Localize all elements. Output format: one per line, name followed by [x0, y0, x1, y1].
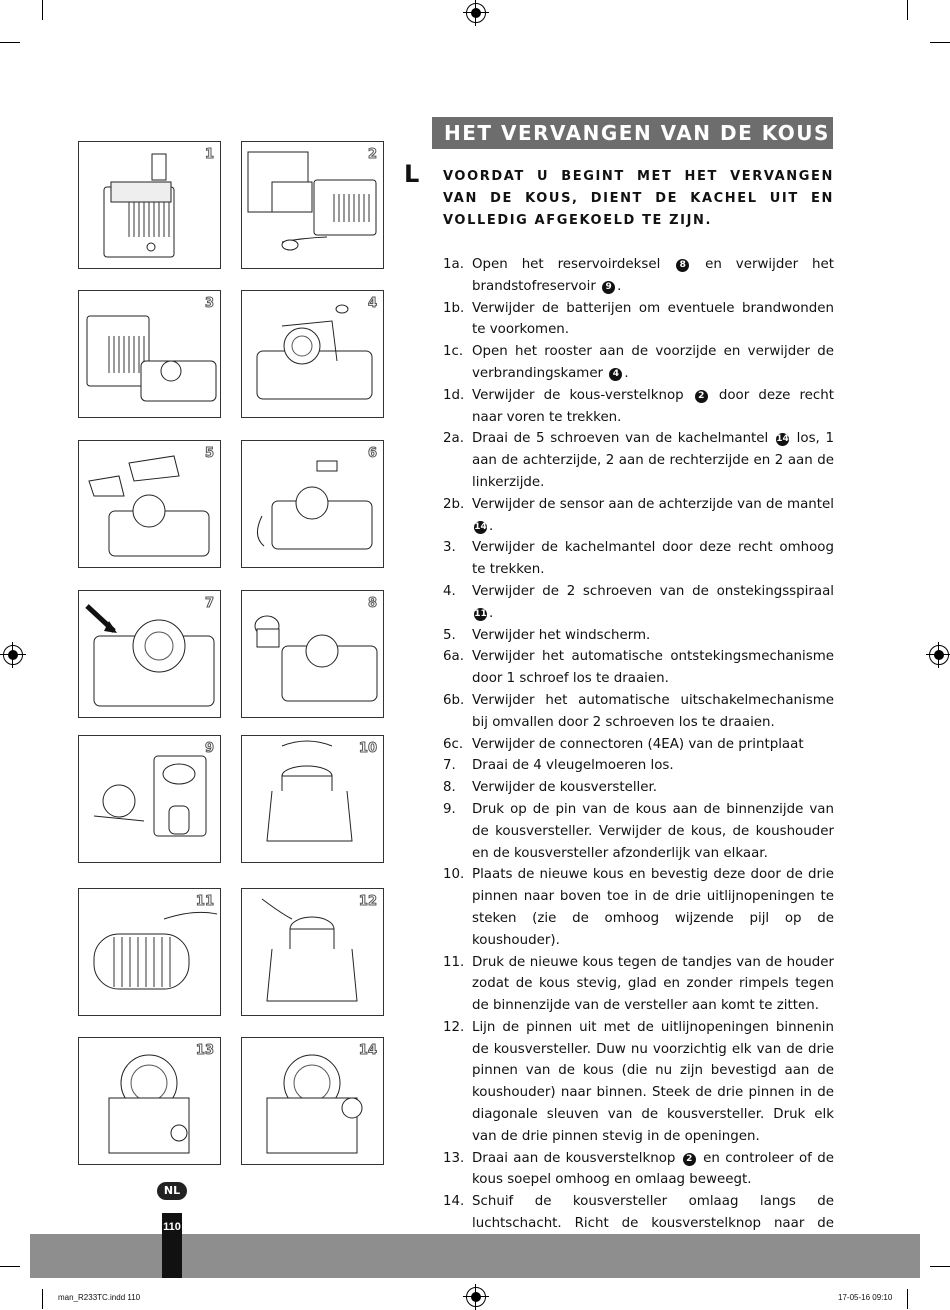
figure-number: 1 [204, 147, 214, 162]
step-number: 2b. [443, 496, 465, 512]
part-number-badge: 14 [776, 434, 789, 445]
step-text: Verwijder de kousversteller. [472, 780, 658, 796]
crop-mark [907, 1289, 908, 1309]
illustration-figure [241, 735, 384, 863]
step-number: 1c. [443, 344, 464, 360]
figure-number: 2 [367, 147, 377, 162]
slug-file: man_R233TC.indd 110 [58, 1293, 141, 1302]
figure-number: 6 [367, 446, 377, 461]
step-item [443, 646, 834, 690]
step-text: Verwijder de kous-verstelknop 2 door deze recht naar voren te trekken. [472, 387, 835, 425]
step-number: 2a. [443, 431, 464, 447]
step-item [443, 625, 834, 647]
figure-number: 5 [204, 446, 214, 461]
steps-list [443, 254, 834, 1257]
crop-mark [907, 0, 908, 20]
part-number-badge: 4 [609, 368, 622, 381]
step-text: Draai aan de kousverstelknop 2 en controleer of de kous soepel omhoog en omlaag beweegt. [472, 1150, 834, 1188]
step-number: 1d. [443, 387, 465, 403]
step-item [443, 777, 834, 799]
step-number: 6b. [443, 692, 465, 708]
page-number-tab [162, 1213, 182, 1278]
registration-mark-icon [466, 3, 486, 23]
step-text: Open het reservoirdeksel 8 en verwijder het brandstofreservoir 9 . [472, 257, 834, 294]
step-number: 6a. [443, 649, 464, 665]
illustration-figure [241, 888, 384, 1016]
step-text: Verwijder de connectoren (4EA) van de printplaat [472, 736, 804, 752]
illustration-figure [78, 590, 221, 718]
line-drawing [242, 291, 383, 417]
part-number-badge: 14 [474, 521, 487, 532]
line-drawing [242, 441, 383, 567]
part-number-badge: 8 [676, 259, 689, 272]
step-item [443, 341, 834, 385]
crop-mark [42, 1289, 43, 1309]
step-number: 12. [443, 1019, 465, 1035]
illustration-figure [78, 440, 221, 568]
line-drawing [79, 736, 220, 862]
slug-date: 17-05-16 09:10 [838, 1293, 893, 1302]
figure-number: 14 [358, 1043, 377, 1058]
figure-number: 9 [204, 741, 214, 756]
step-text: Verwijder de batterijen om eventuele brandwonden te voorkomen. [472, 300, 834, 338]
line-drawing [242, 142, 383, 268]
step-number: 14. [443, 1194, 465, 1210]
step-number: 1b. [443, 300, 465, 316]
figure-number: 4 [367, 296, 377, 311]
intro-warning: VOORDAT U BEGINT MET HET VERVANGEN VAN DE KOUS, DIENT DE KACHEL UIT EN VOLLEDIG AFGEKOELD TE ZIJN. [443, 169, 834, 228]
illustration-figure [78, 735, 221, 863]
step-number: 11. [443, 954, 465, 970]
crop-mark [930, 1266, 950, 1267]
line-drawing [79, 291, 220, 417]
step-text: Draai de 4 vleugelmoeren los. [472, 758, 674, 774]
line-drawing [242, 591, 383, 717]
figure-number: 7 [204, 596, 214, 611]
language-badge: NL [157, 1182, 187, 1200]
step-item [443, 1017, 834, 1148]
step-text: Verwijder het automatische ontstekingsmechanisme door 1 schroef los te draaien. [472, 649, 834, 687]
registration-mark-icon [929, 645, 949, 665]
crop-mark [930, 42, 950, 43]
step-number: 9. [443, 801, 456, 817]
illustration-figure [241, 590, 384, 718]
part-number-badge: 2 [683, 1153, 696, 1166]
section-title: HET VERVANGEN VAN DE KOUS [432, 117, 833, 149]
step-item [443, 254, 834, 298]
step-text: Druk op de pin van de kous aan de binnenzijde van de kousversteller. Verwijder de kous, de koushouder en de kousversteller afzonderlijk van elkaar. [472, 801, 834, 861]
registration-mark-icon [466, 1287, 486, 1307]
step-item [443, 298, 834, 342]
step-text: Druk de nieuwe kous tegen de tandjes van de houder zodat de kous stevig, glad en zonder rimpels tegen de binnenzijde van de versteller aan komt te zitten. [472, 954, 834, 1014]
illustration-figure [78, 1037, 221, 1165]
figure-number: 3 [204, 296, 214, 311]
illustration-figure [78, 141, 221, 269]
step-text: Draai de 5 schroeven van de kachelmantel 14 los, 1 aan de achterzijde, 2 aan de rechterzijde en 2 aan de linkerzijde. [472, 431, 835, 490]
illustration-figure [78, 290, 221, 418]
step-text: Verwijder de kachelmantel door deze recht omhoog te trekken. [472, 540, 834, 578]
step-item [443, 537, 834, 581]
step-item [443, 385, 834, 429]
figure-number: 13 [195, 1043, 214, 1058]
line-drawing [79, 441, 220, 567]
step-text: Schuif de kousversteller omlaag langs de luchtschacht. Richt de kousverstelknop naar de [472, 1194, 834, 1232]
step-number: 1a. [443, 257, 464, 272]
step-text: Verwijder de sensor aan de achterzijde van de mantel 14 . [472, 496, 834, 534]
illustration-figure [78, 888, 221, 1016]
part-number-badge: 2 [695, 390, 708, 403]
section-letter: L [404, 160, 420, 188]
figure-number: 11 [195, 894, 214, 909]
step-text: Verwijder de 2 schroeven van de onstekingsspiraal 11 . [472, 583, 834, 621]
figure-number: 8 [367, 596, 377, 611]
illustration-figure [241, 440, 384, 568]
illustration-figure [241, 141, 384, 269]
illustration-figure [241, 290, 384, 418]
figure-number: 10 [358, 741, 377, 756]
figure-number: 12 [358, 894, 377, 909]
step-text: Verwijder het windscherm. [472, 627, 651, 643]
line-drawing [79, 591, 220, 717]
step-text: Lijn de pinnen uit met de uitlijnopeningen binnenin de kousversteller. Duw nu voorzichtig elk van de drie pinnen van de kous (die nu zijn bevestigd aan de koushouder) naar binnen. Steek de drie pinnen in de diagonale sleuven van de kousversteller. Druk elk van de drie pinnen stevig in de openingen. [472, 1019, 834, 1144]
step-item [443, 494, 834, 538]
step-text: Verwijder het automatische uitschakelmechanisme bij omvallen door 2 schroeven los te draaien. [472, 692, 834, 730]
step-number: 10. [443, 867, 465, 883]
registration-mark-icon [3, 645, 23, 665]
step-item [443, 799, 834, 864]
step-item [443, 755, 834, 777]
step-item [443, 734, 834, 756]
step-item [443, 428, 834, 493]
step-text: Open het rooster aan de voorzijde en verwijder de verbrandingskamer 4 . [472, 344, 834, 381]
step-item [443, 864, 834, 951]
step-text: Plaats de nieuwe kous en bevestig deze door de drie pinnen naar boven toe in de drie uitlijnopeningen te steken (zie de omhoog wijzende pijl op de koushouder). [472, 867, 834, 948]
step-number: 7. [443, 758, 456, 774]
step-item [443, 581, 834, 625]
step-item [443, 952, 834, 1017]
step-number: 3. [443, 540, 456, 556]
step-number: 4. [443, 583, 456, 599]
step-item [443, 690, 834, 734]
crop-mark [0, 1266, 20, 1267]
crop-mark [0, 42, 20, 43]
step-number: 5. [443, 627, 456, 643]
step-number: 8. [443, 780, 456, 796]
step-number: 13. [443, 1150, 465, 1166]
crop-mark [42, 0, 43, 20]
step-number: 6c. [443, 736, 464, 752]
illustration-figure [241, 1037, 384, 1165]
step-item [443, 1148, 834, 1192]
part-number-badge: 9 [602, 281, 615, 294]
line-drawing [79, 142, 220, 268]
part-number-badge: 11 [474, 608, 487, 619]
page-number: 110 [163, 1221, 181, 1233]
